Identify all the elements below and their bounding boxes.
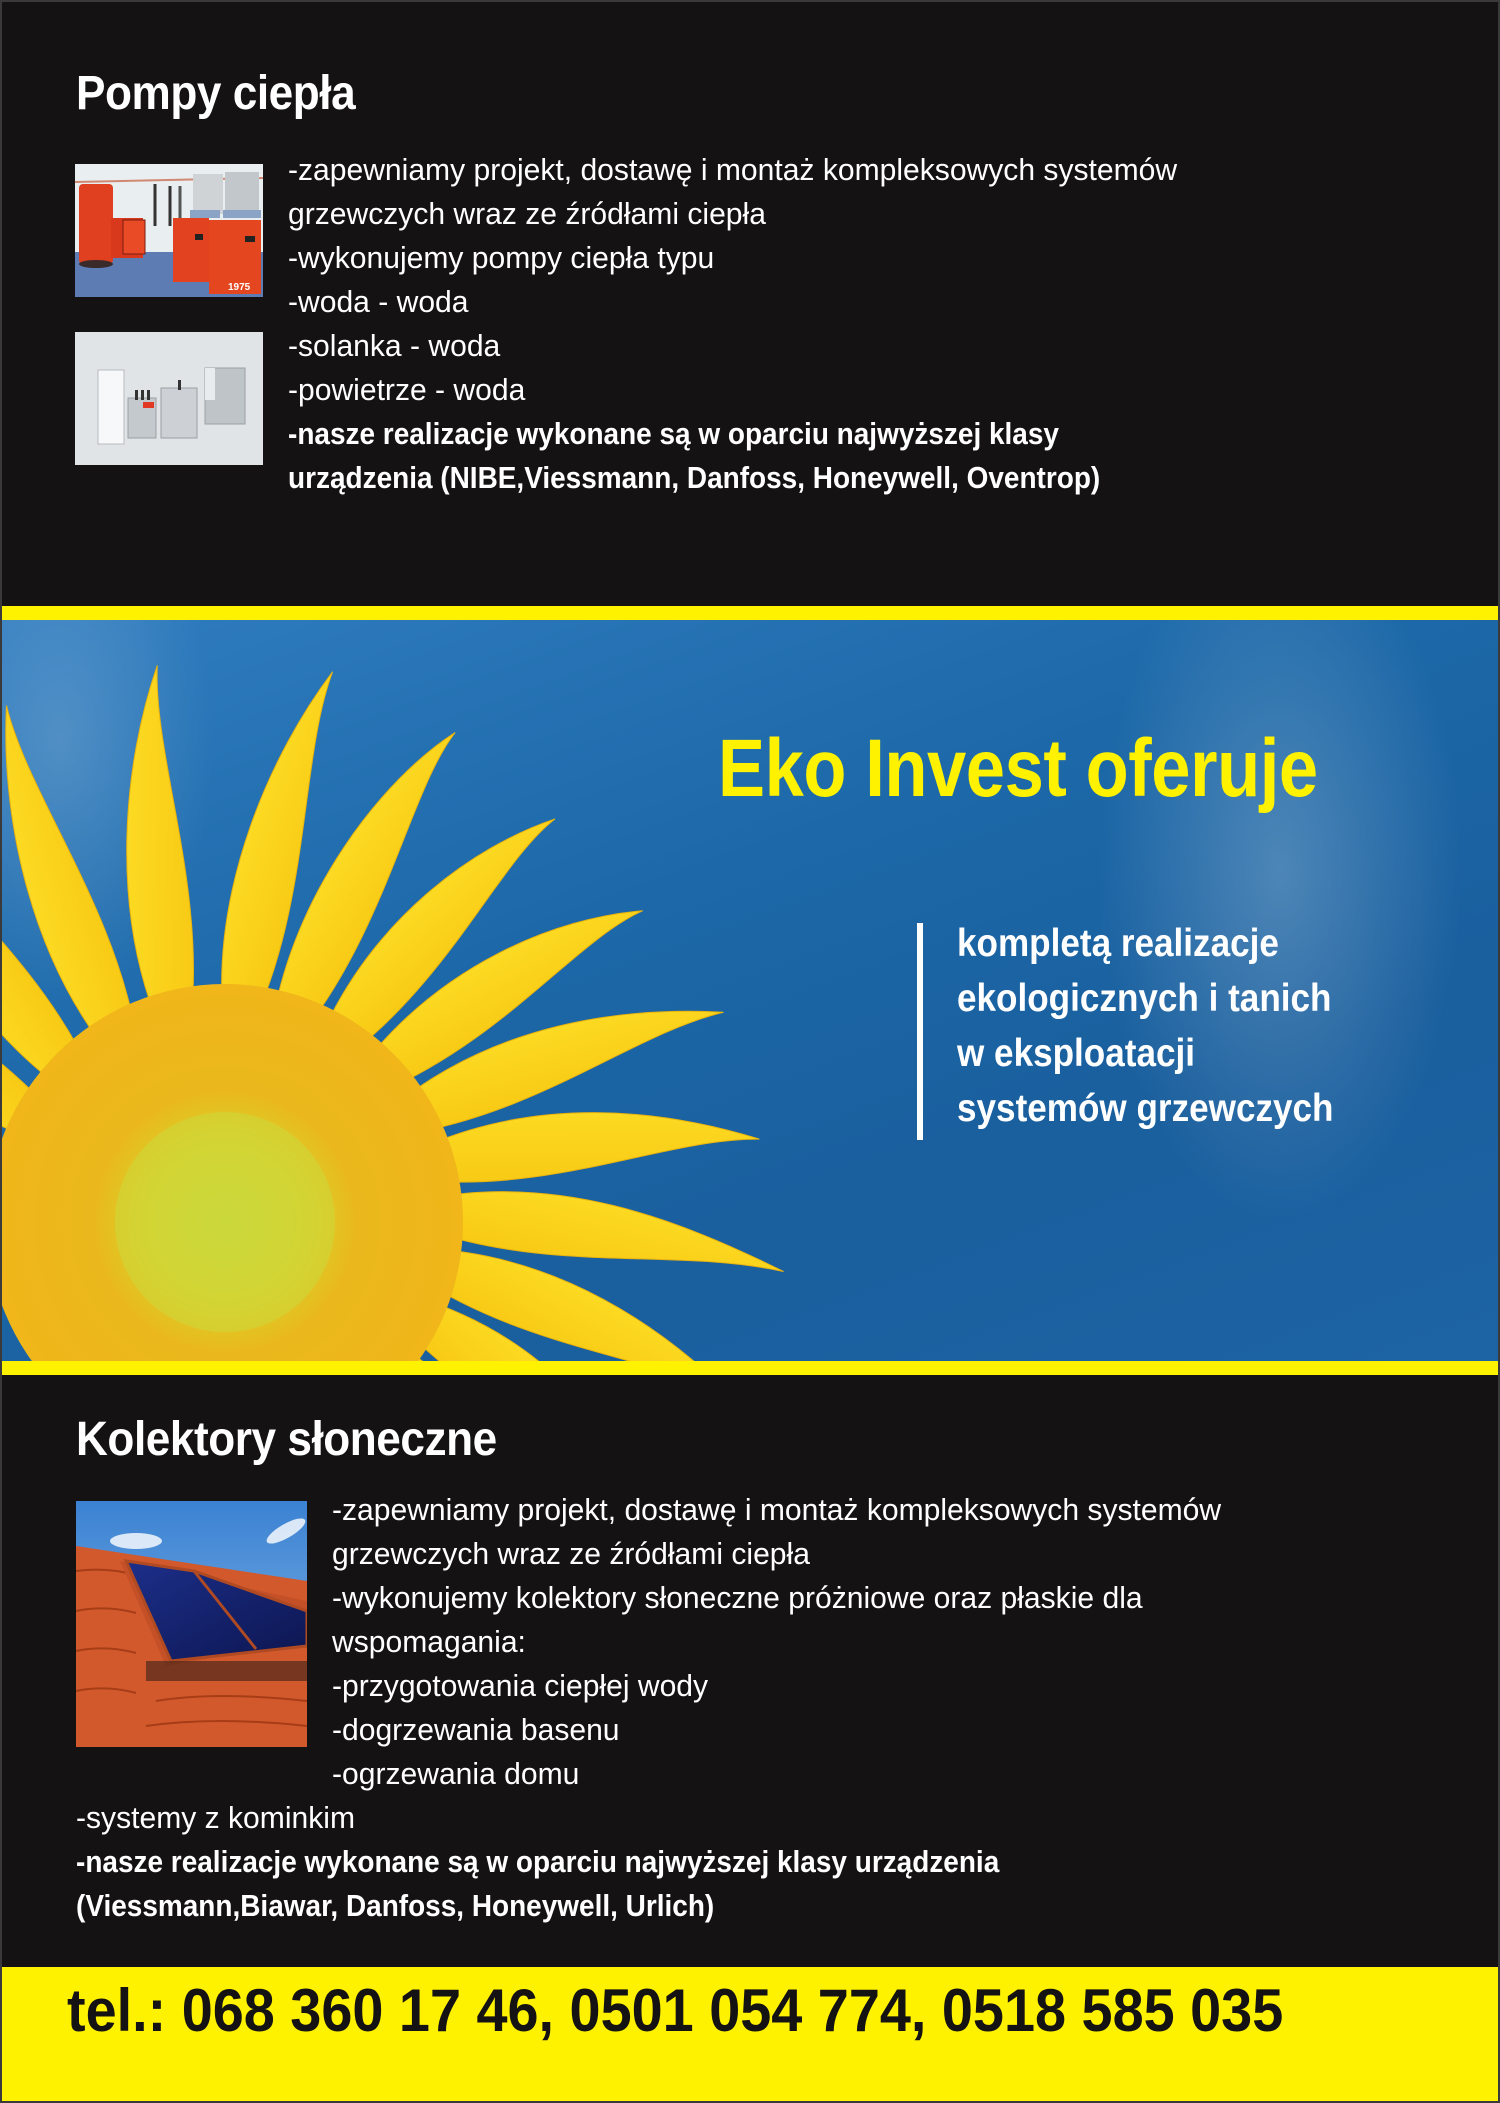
heat-pump-units-illustration — [75, 332, 263, 465]
solar-collectors-notes — [76, 1796, 1069, 1928]
solar-panels-on-roof-photo — [76, 1501, 307, 1747]
text-line-bold: urządzenia (NIBE,Viessmann, Danfoss, Honeywell, Oventrop) — [288, 460, 1101, 495]
heat-pump-units-photo — [75, 332, 263, 465]
text-line: grzewczych wraz ze źródłami ciepła — [332, 1536, 810, 1571]
tagline-vertical-rule — [917, 923, 923, 1140]
text-line-bold: -nasze realizacje wykonane są w oparciu najwyższej klasy — [288, 416, 1059, 451]
heat-pumps-description — [288, 148, 1177, 500]
contact-phone-band — [0, 1967, 1500, 2103]
text-line: -wykonujemy pompy ciepła typu — [288, 240, 715, 275]
phone-numbers: tel.: 068 360 17 46, 0501 054 774, 0518 585 035 — [67, 1977, 1284, 2044]
text-line: -wykonujemy kolektory słoneczne próżniowe oraz płaskie dla — [332, 1580, 1143, 1615]
yellow-divider-bottom — [0, 1361, 1500, 1375]
text-line: -ogrzewania domu — [332, 1756, 580, 1791]
tagline-line: w eksploatacji — [957, 1032, 1196, 1075]
photo-caption-1975: 1975 — [228, 282, 251, 293]
tagline-line: systemów grzewczych — [957, 1087, 1334, 1130]
banner-headline: Eko Invest oferuje — [718, 723, 1318, 814]
text-line: grzewczych wraz ze źródłami ciepła — [288, 196, 766, 231]
text-line: -zapewniamy projekt, dostawę i montaż kompleksowych systemów — [332, 1492, 1222, 1527]
sunflower-banner — [0, 620, 1500, 1361]
text-line: -systemy z kominkim — [76, 1800, 356, 1835]
tagline-line: ekologicznych i tanich — [957, 977, 1332, 1020]
text-line: -woda - woda — [288, 284, 469, 319]
heat-pumps-title: Pompy ciepła — [76, 67, 356, 120]
text-line: -przygotowania ciepłej wody — [332, 1668, 709, 1703]
tagline-line: kompletą realizacje — [957, 922, 1279, 965]
banner-tagline — [957, 916, 1334, 1136]
solar-collectors-title: Kolektory słoneczne — [76, 1413, 497, 1466]
text-line: -powietrze - woda — [288, 372, 526, 407]
text-line: -zapewniamy projekt, dostawę i montaż kompleksowych systemów — [288, 152, 1178, 187]
yellow-divider-top — [0, 606, 1500, 620]
text-line-bold: (Viessmann,Biawar, Danfoss, Honeywell, Urlich) — [76, 1888, 715, 1923]
solar-collectors-description — [332, 1488, 1221, 1796]
text-line-bold: -nasze realizacje wykonane są w oparciu najwyższej klasy urządzenia — [76, 1844, 1000, 1879]
boiler-room-illustration — [75, 164, 263, 297]
boiler-room-photo — [75, 164, 263, 297]
text-line: wspomagania: — [332, 1624, 526, 1659]
text-line: -solanka - woda — [288, 328, 501, 363]
solar-roof-illustration — [76, 1501, 307, 1747]
text-line: -dogrzewania basenu — [332, 1712, 620, 1747]
